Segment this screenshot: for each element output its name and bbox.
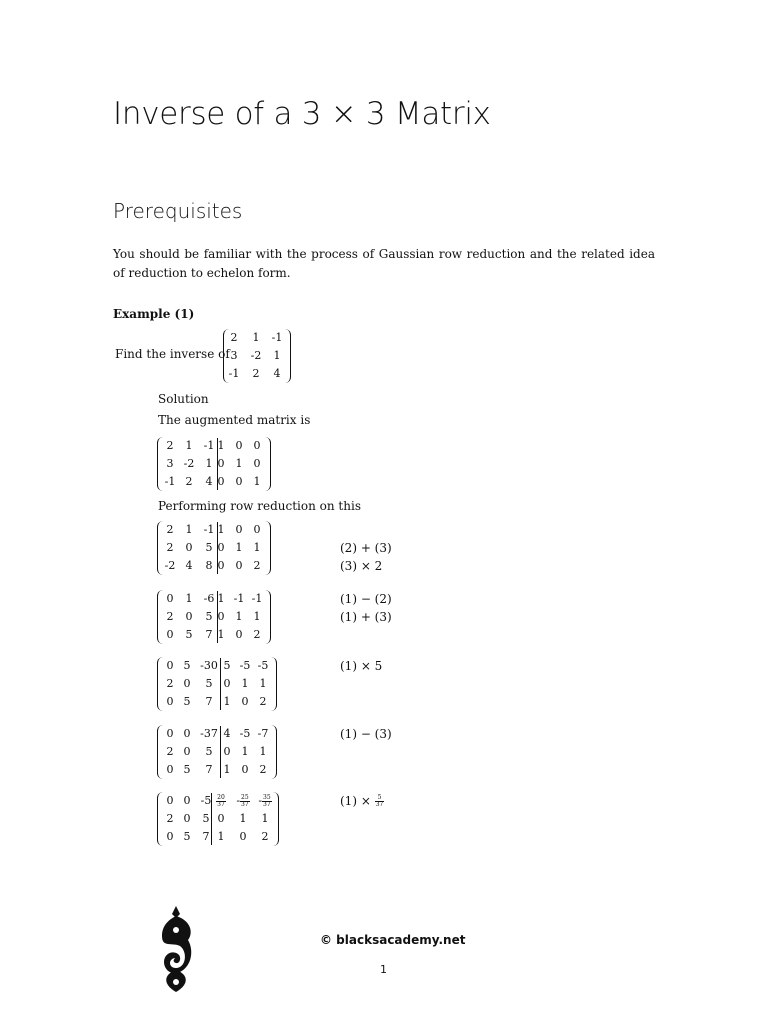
augmented-label: The augmented matrix is xyxy=(158,413,311,427)
matrix-cell: 5 xyxy=(202,812,210,825)
matrix-cell: 2 xyxy=(253,628,261,641)
matrix-cell: 5 xyxy=(183,659,191,672)
matrix-cell: 0 xyxy=(183,812,191,825)
augmented-matrix xyxy=(157,437,271,491)
matrix-cell: -30 xyxy=(200,659,218,672)
example-label: Example (1) xyxy=(113,307,195,321)
matrix-cell: 0 xyxy=(235,475,243,488)
matrix-cell: 1 xyxy=(223,695,231,708)
matrix-cell: 7 xyxy=(205,628,213,641)
matrix-cell: 0 xyxy=(235,628,243,641)
matrix-cell: -2 xyxy=(183,457,195,470)
copyright: © blacksacademy.net xyxy=(320,933,466,947)
matrix-cell: 1 xyxy=(241,745,249,758)
matrix-cell: 2 xyxy=(166,677,174,690)
matrix-cell: 5 xyxy=(183,830,191,843)
matrix-cell: -5 xyxy=(200,794,212,807)
matrix-cell: 5 xyxy=(183,763,191,776)
matrix-cell: 5 xyxy=(223,659,231,672)
matrix-cell: 2 xyxy=(252,367,260,380)
matrix-cell: 2 xyxy=(185,475,193,488)
reduction-step-matrix xyxy=(157,657,277,711)
matrix-cell: 1 xyxy=(239,812,247,825)
matrix-cell: 2 xyxy=(253,559,261,572)
matrix-cell: 1 xyxy=(217,830,225,843)
matrix-cell: -1 xyxy=(203,523,215,536)
matrix-cell: 5 xyxy=(183,695,191,708)
matrix-cell: 0 xyxy=(223,745,231,758)
matrix-cell: 1 xyxy=(185,592,193,605)
example-text: Find the inverse of xyxy=(115,347,230,361)
matrix-cell: 0 xyxy=(166,592,174,605)
matrix-cell: 1 xyxy=(223,763,231,776)
matrix-cell: 5 xyxy=(205,745,213,758)
matrix-cell: 2 xyxy=(259,695,267,708)
matrix-cell: 0 xyxy=(217,541,225,554)
matrix-cell: 2 xyxy=(166,812,174,825)
matrix-cell: 5 xyxy=(205,610,213,623)
matrix-cell: -5 xyxy=(239,659,251,672)
matrix-cell: 2 xyxy=(166,610,174,623)
matrix-cell: 1 xyxy=(253,610,261,623)
matrix-cell: 1 xyxy=(241,677,249,690)
matrix-cell: 0 xyxy=(185,610,193,623)
matrix-cell: 1 xyxy=(261,812,269,825)
reduction-step-matrix xyxy=(157,725,277,779)
matrix-cell: 1 xyxy=(185,439,193,452)
matrix-cell: -1 xyxy=(233,592,245,605)
matrix-cell: 4 xyxy=(205,475,213,488)
matrix-cell: $\frac{20}{37}$ xyxy=(217,793,225,808)
matrix-cell: -37 xyxy=(200,727,218,740)
matrix-cell: 1 xyxy=(253,475,261,488)
matrix-cell: 0 xyxy=(183,794,191,807)
matrix-cell: -1 xyxy=(203,439,215,452)
matrix-cell: 5 xyxy=(205,541,213,554)
example-matrix xyxy=(223,329,291,383)
matrix-cell: -1 xyxy=(251,592,263,605)
matrix-cell: 0 xyxy=(183,745,191,758)
matrix-cell: 1 xyxy=(253,541,261,554)
solution-label: Solution xyxy=(158,392,209,406)
matrix-cell: 2 xyxy=(166,523,174,536)
matrix-cell: 2 xyxy=(259,763,267,776)
row-operation: (1) − (2) xyxy=(340,592,392,606)
row-operation: (1) × $\frac{5}{37}$ xyxy=(340,794,384,808)
matrix-cell: 0 xyxy=(223,677,231,690)
row-operation: (1) − (3) xyxy=(340,727,392,741)
matrix-cell: 0 xyxy=(166,763,174,776)
matrix-cell: 0 xyxy=(217,475,225,488)
row-operation: (3) × 2 xyxy=(340,559,383,573)
logo-icon xyxy=(158,906,194,996)
matrix-cell: 0 xyxy=(185,541,193,554)
matrix-cell: 1 xyxy=(273,349,281,362)
matrix-cell: 0 xyxy=(166,727,174,740)
matrix-cell: 7 xyxy=(205,763,213,776)
row-operation: (2) + (3) xyxy=(340,541,392,555)
matrix-cell: 1 xyxy=(259,745,267,758)
matrix-cell: 0 xyxy=(217,812,225,825)
matrix-cell: 0 xyxy=(217,457,225,470)
matrix-cell: 0 xyxy=(241,695,249,708)
matrix-cell: -1 xyxy=(228,367,240,380)
matrix-cell: 1 xyxy=(217,523,225,536)
matrix-cell: 0 xyxy=(166,628,174,641)
matrix-cell: -5 xyxy=(239,727,251,740)
matrix-cell: 2 xyxy=(166,439,174,452)
matrix-cell: 2 xyxy=(230,331,238,344)
matrix-cell: 7 xyxy=(205,695,213,708)
matrix-cell: - $\frac{25}{37}$ xyxy=(236,793,249,808)
matrix-cell: 0 xyxy=(253,457,261,470)
matrix-cell: 1 xyxy=(235,610,243,623)
matrix-cell: -2 xyxy=(250,349,262,362)
matrix-cell: -6 xyxy=(203,592,215,605)
reduction-step-matrix xyxy=(157,792,279,846)
matrix-cell: 4 xyxy=(223,727,231,740)
row-reduction-label: Performing row reduction on this xyxy=(158,499,361,513)
matrix-cell: 5 xyxy=(185,628,193,641)
matrix-cell: 1 xyxy=(217,628,225,641)
matrix-cell: 0 xyxy=(166,695,174,708)
matrix-cell: -2 xyxy=(164,559,176,572)
matrix-cell: 4 xyxy=(273,367,281,380)
matrix-cell: 2 xyxy=(166,541,174,554)
matrix-cell: 8 xyxy=(205,559,213,572)
matrix-cell: 1 xyxy=(235,541,243,554)
matrix-cell: 1 xyxy=(185,523,193,536)
row-operation: (1) + (3) xyxy=(340,610,392,624)
row-operation: (1) × 5 xyxy=(340,659,383,673)
reduction-step-matrix xyxy=(157,521,271,575)
matrix-cell: -7 xyxy=(257,727,269,740)
matrix-cell: 0 xyxy=(217,610,225,623)
matrix-cell: 0 xyxy=(166,794,174,807)
matrix-cell: -1 xyxy=(271,331,283,344)
matrix-cell: 1 xyxy=(235,457,243,470)
matrix-cell: 0 xyxy=(235,439,243,452)
matrix-cell: 2 xyxy=(261,830,269,843)
matrix-cell: 2 xyxy=(166,745,174,758)
matrix-cell: -5 xyxy=(257,659,269,672)
matrix-cell: 3 xyxy=(230,349,238,362)
page-number: 1 xyxy=(380,963,387,976)
matrix-cell: - $\frac{35}{37}$ xyxy=(258,793,271,808)
matrix-cell: 0 xyxy=(183,677,191,690)
matrix-cell: 0 xyxy=(183,727,191,740)
matrix-cell: 0 xyxy=(235,559,243,572)
matrix-cell: 0 xyxy=(239,830,247,843)
matrix-cell: 5 xyxy=(205,677,213,690)
matrix-cell: 0 xyxy=(166,830,174,843)
intro-paragraph: You should be familiar with the process of Gaussian row reduction and the related idea of reduction to echelon form. xyxy=(113,247,655,280)
matrix-cell: -1 xyxy=(164,475,176,488)
matrix-cell: 1 xyxy=(217,592,225,605)
matrix-cell: 0 xyxy=(241,763,249,776)
section-heading: Prerequisites xyxy=(113,199,243,223)
matrix-cell: 1 xyxy=(205,457,213,470)
matrix-cell: 0 xyxy=(166,659,174,672)
matrix-cell: 0 xyxy=(235,523,243,536)
matrix-cell: 1 xyxy=(252,331,260,344)
reduction-step-matrix xyxy=(157,590,271,644)
matrix-cell: 4 xyxy=(185,559,193,572)
matrix-cell: 0 xyxy=(253,523,261,536)
matrix-cell: 7 xyxy=(202,830,210,843)
matrix-cell: 0 xyxy=(217,559,225,572)
page-title: Inverse of a 3 × 3 Matrix xyxy=(113,96,491,132)
matrix-cell: 3 xyxy=(166,457,174,470)
matrix-cell: 1 xyxy=(217,439,225,452)
matrix-cell: 0 xyxy=(253,439,261,452)
matrix-cell: 1 xyxy=(259,677,267,690)
